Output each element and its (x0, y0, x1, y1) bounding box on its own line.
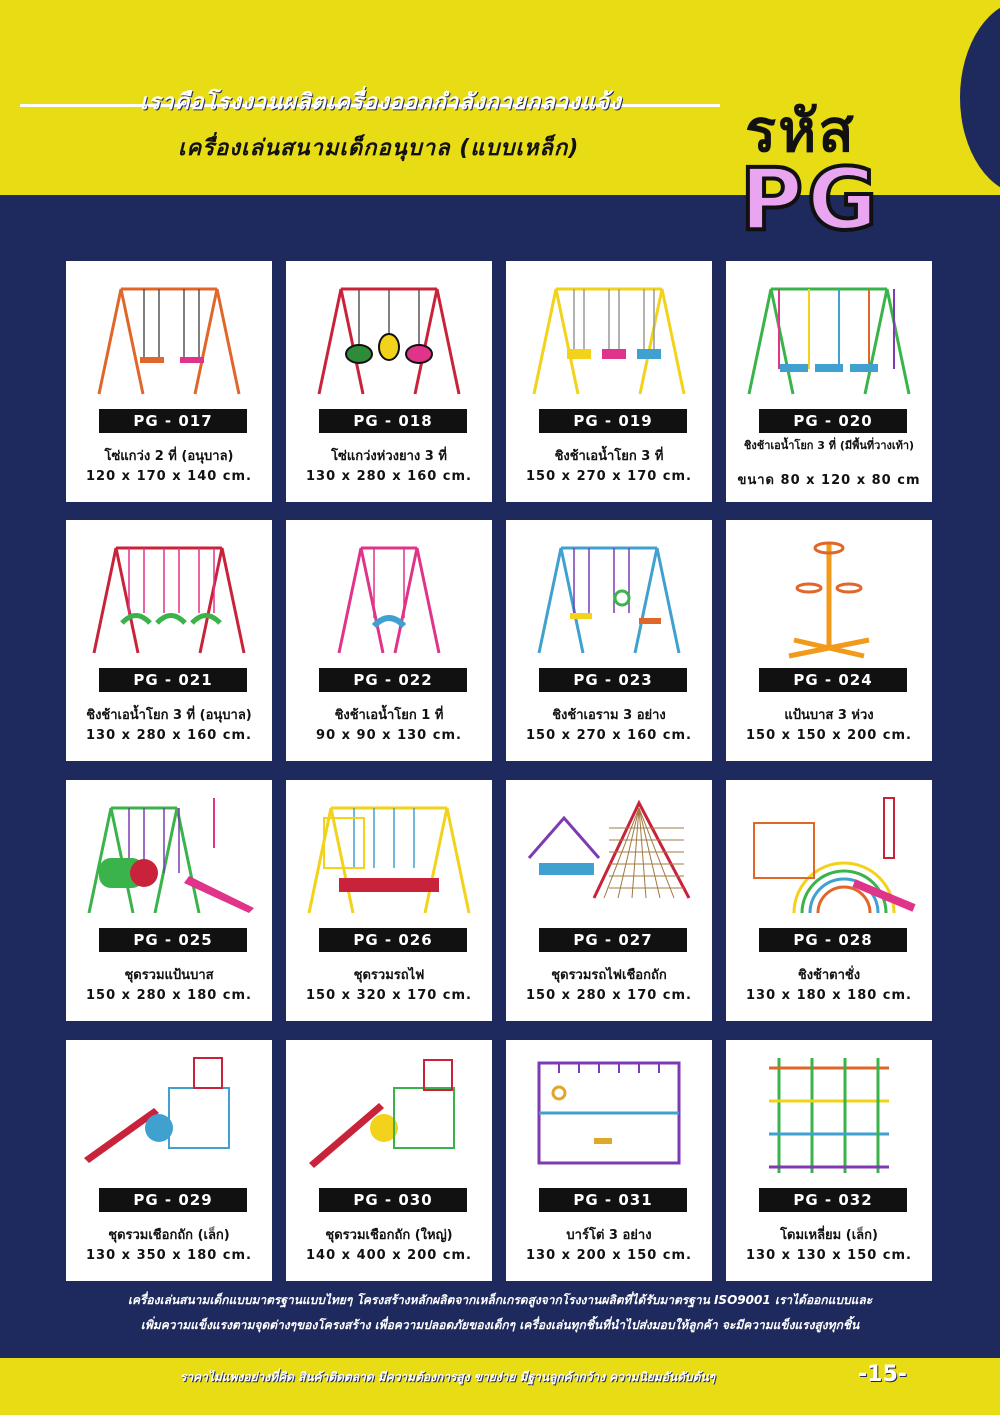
product-image (294, 528, 484, 660)
product-card[interactable] (726, 261, 932, 502)
product-card[interactable] (506, 780, 712, 1021)
product-card[interactable] (726, 520, 932, 761)
product-image (74, 788, 264, 920)
product-code: PG - 032 (759, 1188, 907, 1212)
product-image (294, 269, 484, 401)
product-code: PG - 019 (539, 409, 687, 433)
product-name: ชุดรวมเชือกถัก (ใหญ่) (325, 1228, 453, 1243)
product-name: ชิงช้าเอราม 3 อย่าง (552, 708, 666, 723)
footer-description-line-2: เพิ่มความแข็งแรงตามจุดต่างๆของโครงสร้าง เพื่อความปลอดภัยของเด็กๆ เครื่องเล่นทุกชิ้นที่นำไปส่งมอบให้ลูกค้า จะมีความแข็งแรงสูงทุกชิ้น (140, 1318, 860, 1332)
product-name: ชุดรวมแป้นบาส (124, 968, 214, 983)
bottom-slogan: ราคาไม่แพงอย่างที่คิด สินค้าติดตลาด มีความต้องการสูง ขายง่าย มีฐานลูกค้ากว้าง ความนิยมอันดับต้นๆ (180, 1370, 716, 1384)
product-name: ชุดรวมรถไฟเชือกถัก (551, 968, 667, 983)
product-image (294, 1048, 484, 1180)
product-image (294, 788, 484, 920)
footer-description-line-1: เครื่องเล่นสนามเด็กแบบมาตรฐานแบบไทยๆ โครงสร้างหลักผลิตจากเหล็กเกรดสูงจากโรงงานผลิตที่ได้รับมาตรฐาน ISO9001 เราได้ออกแบบและ (127, 1293, 873, 1307)
product-card[interactable] (506, 261, 712, 502)
product-card[interactable] (506, 520, 712, 761)
product-image (734, 788, 924, 920)
product-image (74, 1048, 264, 1180)
product-card[interactable] (66, 261, 272, 502)
product-dimensions: 130 x 280 x 160 cm. (86, 728, 252, 743)
product-dimensions: 130 x 350 x 180 cm. (86, 1248, 252, 1263)
product-dimensions: 150 x 280 x 180 cm. (86, 988, 252, 1003)
page-subtitle: เครื่องเล่นสนามเด็กอนุบาล (แบบเหล็ก) (178, 136, 580, 161)
product-dimensions: 130 x 130 x 150 cm. (746, 1248, 912, 1263)
product-card[interactable] (726, 1040, 932, 1281)
product-name: ชิงช้าเอน้ำโยก 3 ที่ (554, 449, 664, 464)
product-image (734, 528, 924, 660)
product-name: ชิงช้าตาชั่ง (797, 968, 861, 983)
product-code: PG - 028 (759, 928, 907, 952)
product-code: PG - 025 (99, 928, 247, 952)
product-image (514, 269, 704, 401)
product-name: ชิงช้าเอน้ำโยก 3 ที่ (อนุบาล) (86, 708, 252, 723)
product-code: PG - 030 (319, 1188, 467, 1212)
product-code: PG - 021 (99, 668, 247, 692)
product-image (734, 1048, 924, 1180)
product-name: แป้นบาส 3 ห่วง (784, 708, 874, 723)
code-label: รหัส (745, 97, 856, 165)
product-dimensions: 90 x 90 x 130 cm. (316, 728, 462, 743)
product-card[interactable] (286, 1040, 492, 1281)
product-dimensions: 120 x 170 x 140 cm. (86, 469, 252, 484)
product-dimensions: 130 x 200 x 150 cm. (526, 1248, 692, 1263)
product-dimensions: 150 x 280 x 170 cm. (526, 988, 692, 1003)
product-card[interactable] (286, 780, 492, 1021)
product-card[interactable] (286, 261, 492, 502)
product-image (74, 528, 264, 660)
product-code: PG - 024 (759, 668, 907, 692)
product-code: PG - 031 (539, 1188, 687, 1212)
product-code: PG - 026 (319, 928, 467, 952)
product-code: PG - 017 (99, 409, 247, 433)
product-dimensions: 140 x 400 x 200 cm. (306, 1248, 472, 1263)
product-card[interactable] (66, 780, 272, 1021)
product-dimensions: 130 x 180 x 180 cm. (746, 988, 912, 1003)
product-code: PG - 018 (319, 409, 467, 433)
product-grid (66, 261, 932, 1282)
product-image (514, 528, 704, 660)
page-number: -15- (858, 1362, 907, 1387)
product-name: ชุดรวมรถไฟ (353, 968, 425, 983)
header-notch (960, 0, 1000, 195)
product-dimensions: 150 x 150 x 200 cm. (746, 728, 912, 743)
product-dimensions: 150 x 270 x 170 cm. (526, 469, 692, 484)
product-name: ชิงช้าเอน้ำโยก 1 ที่ (334, 708, 444, 723)
product-code: PG - 027 (539, 928, 687, 952)
product-image (74, 269, 264, 401)
product-name: บาร์โต่ 3 อย่าง (566, 1228, 652, 1243)
code-value: PG (740, 150, 882, 250)
product-image (514, 1048, 704, 1180)
product-name: โซ่แกว่งห่วงยาง 3 ที่ (331, 449, 447, 464)
product-code: PG - 023 (539, 668, 687, 692)
product-code: PG - 022 (319, 668, 467, 692)
product-card[interactable] (726, 780, 932, 1021)
product-dimensions: 130 x 280 x 160 cm. (306, 469, 472, 484)
product-card[interactable] (66, 1040, 272, 1281)
product-dimensions: 150 x 320 x 170 cm. (306, 988, 472, 1003)
product-image (734, 269, 924, 401)
header-banner (0, 0, 1000, 250)
product-card[interactable] (506, 1040, 712, 1281)
product-name: โซ่แกว่ง 2 ที่ (อนุบาล) (104, 449, 234, 464)
product-name: ชิงช้าเอน้ำโยก 3 ที่ (มีพื้นที่วางเท้า) (743, 439, 915, 452)
product-card[interactable] (286, 520, 492, 761)
product-code: PG - 020 (759, 409, 907, 433)
product-code: PG - 029 (99, 1188, 247, 1212)
product-name: ชุดรวมเชือกถัก (เล็ก) (108, 1228, 230, 1243)
product-image (514, 788, 704, 920)
product-name: โดมเหลี่ยม (เล็ก) (780, 1228, 878, 1243)
product-dimensions: ขนาด 80 x 120 x 80 cm (737, 473, 921, 488)
page-title: เราคือโรงงานผลิตเครื่องออกกำลังกายกลางแจ้ง (140, 90, 622, 115)
product-dimensions: 150 x 270 x 160 cm. (526, 728, 692, 743)
product-card[interactable] (66, 520, 272, 761)
